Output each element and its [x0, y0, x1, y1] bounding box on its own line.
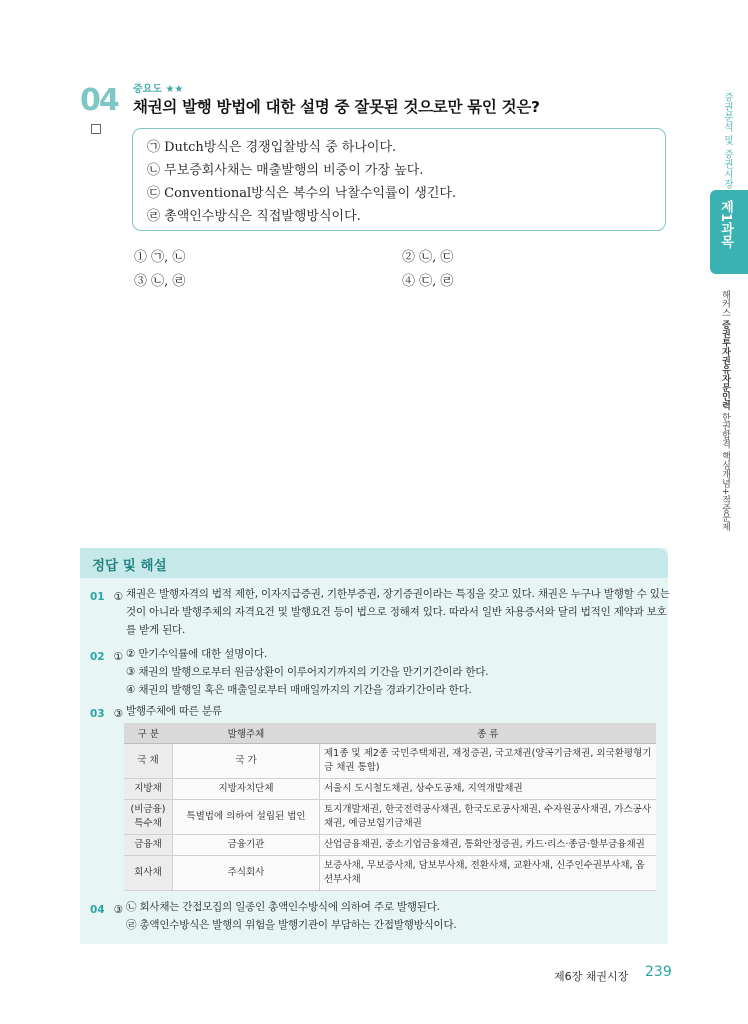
answer-02-line-1: ② 만기수익률에 대한 설명이다. [126, 648, 268, 660]
side-book-suffix: 한권합격 핵심개념+적중문제 [720, 409, 730, 532]
table-cell: 국 가 [173, 744, 320, 779]
answer-choice: ① [113, 651, 123, 663]
answer-01 [90, 585, 123, 606]
table-row [124, 835, 656, 856]
table-cell: 금융채 [124, 835, 173, 856]
answer-02-line-3: ④ 채권의 발행일 혹은 매출일로부터 매매일까지의 기간을 경과기간이라 한다. [126, 684, 472, 696]
table-row [124, 744, 656, 779]
answer-number: 01 [90, 591, 105, 603]
answer-04-line-2: ㉣ 총액인수방식은 발행의 위험을 발행기관이 부담하는 간접발행방식이다. [126, 919, 457, 931]
answer-03-line-1: 발행주체에 따른 분류 [126, 705, 222, 717]
page-number: 239 [645, 964, 672, 980]
choice-2[interactable]: ② ㉡, ㉢ [402, 250, 454, 265]
answer-01-line-3: 를 받게 된다. [126, 624, 186, 636]
question-title: 채권의 발행 방법에 대한 설명 중 잘못된 것으로만 묶인 것은? [133, 98, 540, 116]
answer-panel-header [80, 548, 668, 578]
answer-03 [90, 702, 123, 723]
table-header: 발행주체 [173, 723, 320, 744]
side-book-bold: 증권투자권유자문인력 [720, 319, 730, 410]
table-cell: 산업금융채권, 중소기업금융채권, 통화안정증권, 카드·리스·종금·할부금융채권 [320, 835, 657, 856]
table-cell: 국 채 [124, 744, 173, 779]
answer-choice: ③ [113, 904, 123, 916]
choice-3[interactable]: ③ ㉡, ㉣ [134, 274, 186, 289]
table-row [124, 800, 656, 835]
answer-04 [90, 898, 123, 919]
answer-choice: ① [113, 591, 123, 603]
answer-02 [90, 645, 123, 666]
table-cell: 주식회사 [173, 856, 320, 891]
table-header: 구 분 [124, 723, 173, 744]
table-cell: (비금융) 특수채 [124, 800, 173, 835]
statement-3: ㉢ Conventional방식은 복수의 낙찰수익률이 생긴다. [147, 186, 457, 201]
answer-01-line-2: 것이 아니라 발행주체의 자격요건 및 발행요건 등이 법으로 정해져 있다. 따라서 일반 차용증서와 달리 법적인 제약과 보호 [126, 606, 667, 618]
table-cell: 제1종 및 제2종 국민주택채권, 재정증권, 국고채권(양곡기금채권, 외국환평형기금 채권 통합) [320, 744, 657, 779]
answer-number: 02 [90, 651, 105, 663]
side-subject-label: 증권분석 및 증권시장 [722, 92, 733, 190]
table-cell: 금융기관 [173, 835, 320, 856]
statement-4: ㉣ 총액인수방식은 직접발행방식이다. [147, 209, 361, 224]
answer-number: 03 [90, 708, 105, 720]
answer-01-line-1: 채권은 발행자격의 법적 제한, 이자지급증권, 기한부증권, 장기증권이라는 특징을 갖고 있다. 채권은 누구나 발행할 수 있는 [126, 588, 670, 600]
answer-choice: ③ [113, 708, 123, 720]
table-cell: 지방채 [124, 779, 173, 800]
question-number: 04 [80, 83, 118, 118]
table-row [124, 856, 656, 891]
side-book-prefix: 해커스 [720, 290, 730, 320]
issuer-classification-table [124, 723, 656, 891]
table-cell: 서울시 도시철도채권, 상수도공채, 지역개발채권 [320, 779, 657, 800]
table-cell: 특별법에 의하여 설립된 법인 [173, 800, 320, 835]
table-header-row [124, 723, 656, 744]
side-chapter-tab-label: 제1과목 [718, 200, 733, 249]
table-cell: 회사채 [124, 856, 173, 891]
review-checkbox[interactable] [91, 124, 101, 134]
choice-1[interactable]: ① ㉠, ㉡ [134, 250, 186, 265]
side-book-title [719, 290, 732, 531]
table-cell: 보증사채, 무보증사채, 담보부사채, 전환사채, 교환사채, 신주인수권부사채, 옵션부사채 [320, 856, 657, 891]
footer-chapter: 제6장 채권시장 [554, 970, 629, 983]
choice-4[interactable]: ④ ㉢, ㉣ [402, 274, 454, 289]
answer-number: 04 [90, 904, 105, 916]
importance-label: 중요도 ★★ [133, 84, 184, 95]
table-header: 종 류 [320, 723, 657, 744]
statement-box [132, 128, 666, 231]
table-cell: 지방자치단체 [173, 779, 320, 800]
table-row [124, 779, 656, 800]
answer-02-line-2: ③ 채권의 발행으로부터 원금상환이 이루어지기까지의 기간을 만기기간이라 한다. [126, 666, 489, 678]
statement-1: ㉠ Dutch방식은 경쟁입찰방식 중 하나이다. [147, 140, 397, 155]
table-cell: 토지개발채권, 한국전력공사채권, 한국도로공사채권, 수자원공사채권, 가스공사채권, 예금보험기금채권 [320, 800, 657, 835]
answer-panel-title: 정답 및 해설 [92, 558, 167, 574]
answer-04-line-1: ㉡ 회사채는 간접모집의 일종인 총액인수방식에 의하여 주로 발행된다. [126, 901, 440, 913]
statement-2: ㉡ 무보증회사채는 매출발행의 비중이 가장 높다. [147, 163, 424, 178]
